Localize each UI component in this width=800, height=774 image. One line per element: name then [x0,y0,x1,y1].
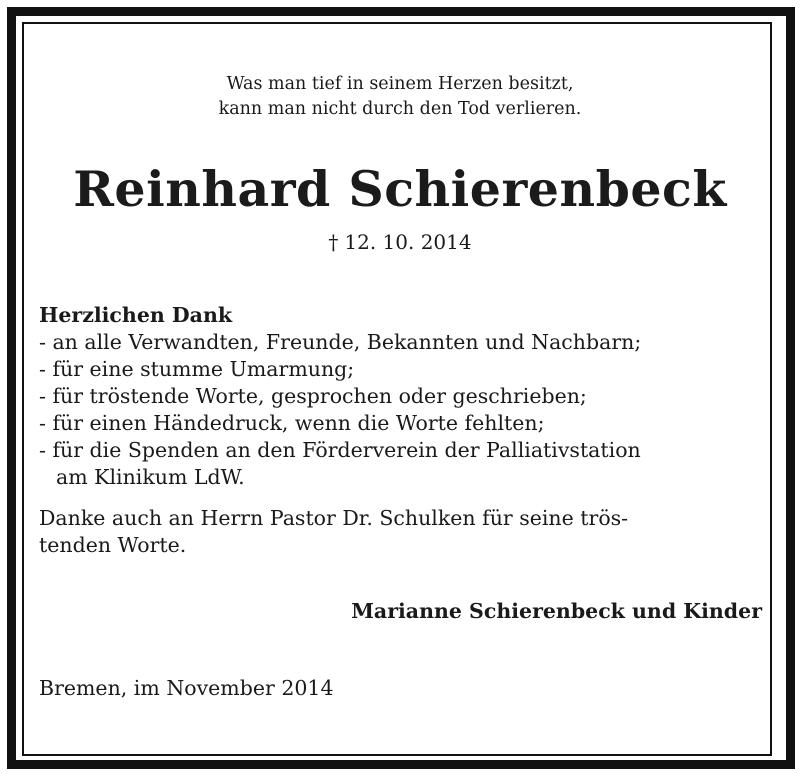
thanks-line: - für die Spenden an den Förderverein der Palliativstation [39,438,641,462]
death-date-line [0,228,800,256]
memorial-quote [0,72,800,122]
closing-line: tenden Worte. [39,533,187,557]
thanks-line: - an alle Verwandten, Freunde, Bekannten und Nachbarn; [39,330,642,354]
thanks-heading: Herzlichen Dank [39,303,233,327]
thanks-line: - für tröstende Worte, gesprochen oder geschrieben; [39,384,587,408]
death-date: 12. 10. 2014 [344,230,472,254]
closing-line: Danke auch an Herrn Pastor Dr. Schulken für seine trös- [39,506,629,530]
quote-line: Was man tief in seinem Herzen besitzt, [226,74,574,94]
thanks-line: - für eine stumme Umarmung; [39,357,355,381]
thanks-section [39,302,641,491]
thanks-line: - für einen Händedruck, wenn die Worte fehlten; [39,411,545,435]
thanks-line: am Klinikum LdW. [56,465,245,489]
quote-line: kann man nicht durch den Tod verlieren. [218,99,582,119]
signature: Marianne Schierenbeck und Kinder [351,599,762,623]
cross-icon: † [328,230,339,254]
place-date: Bremen, im November 2014 [39,676,334,700]
closing-text [39,505,628,559]
deceased-name: Reinhard Schierenbeck [73,160,727,218]
